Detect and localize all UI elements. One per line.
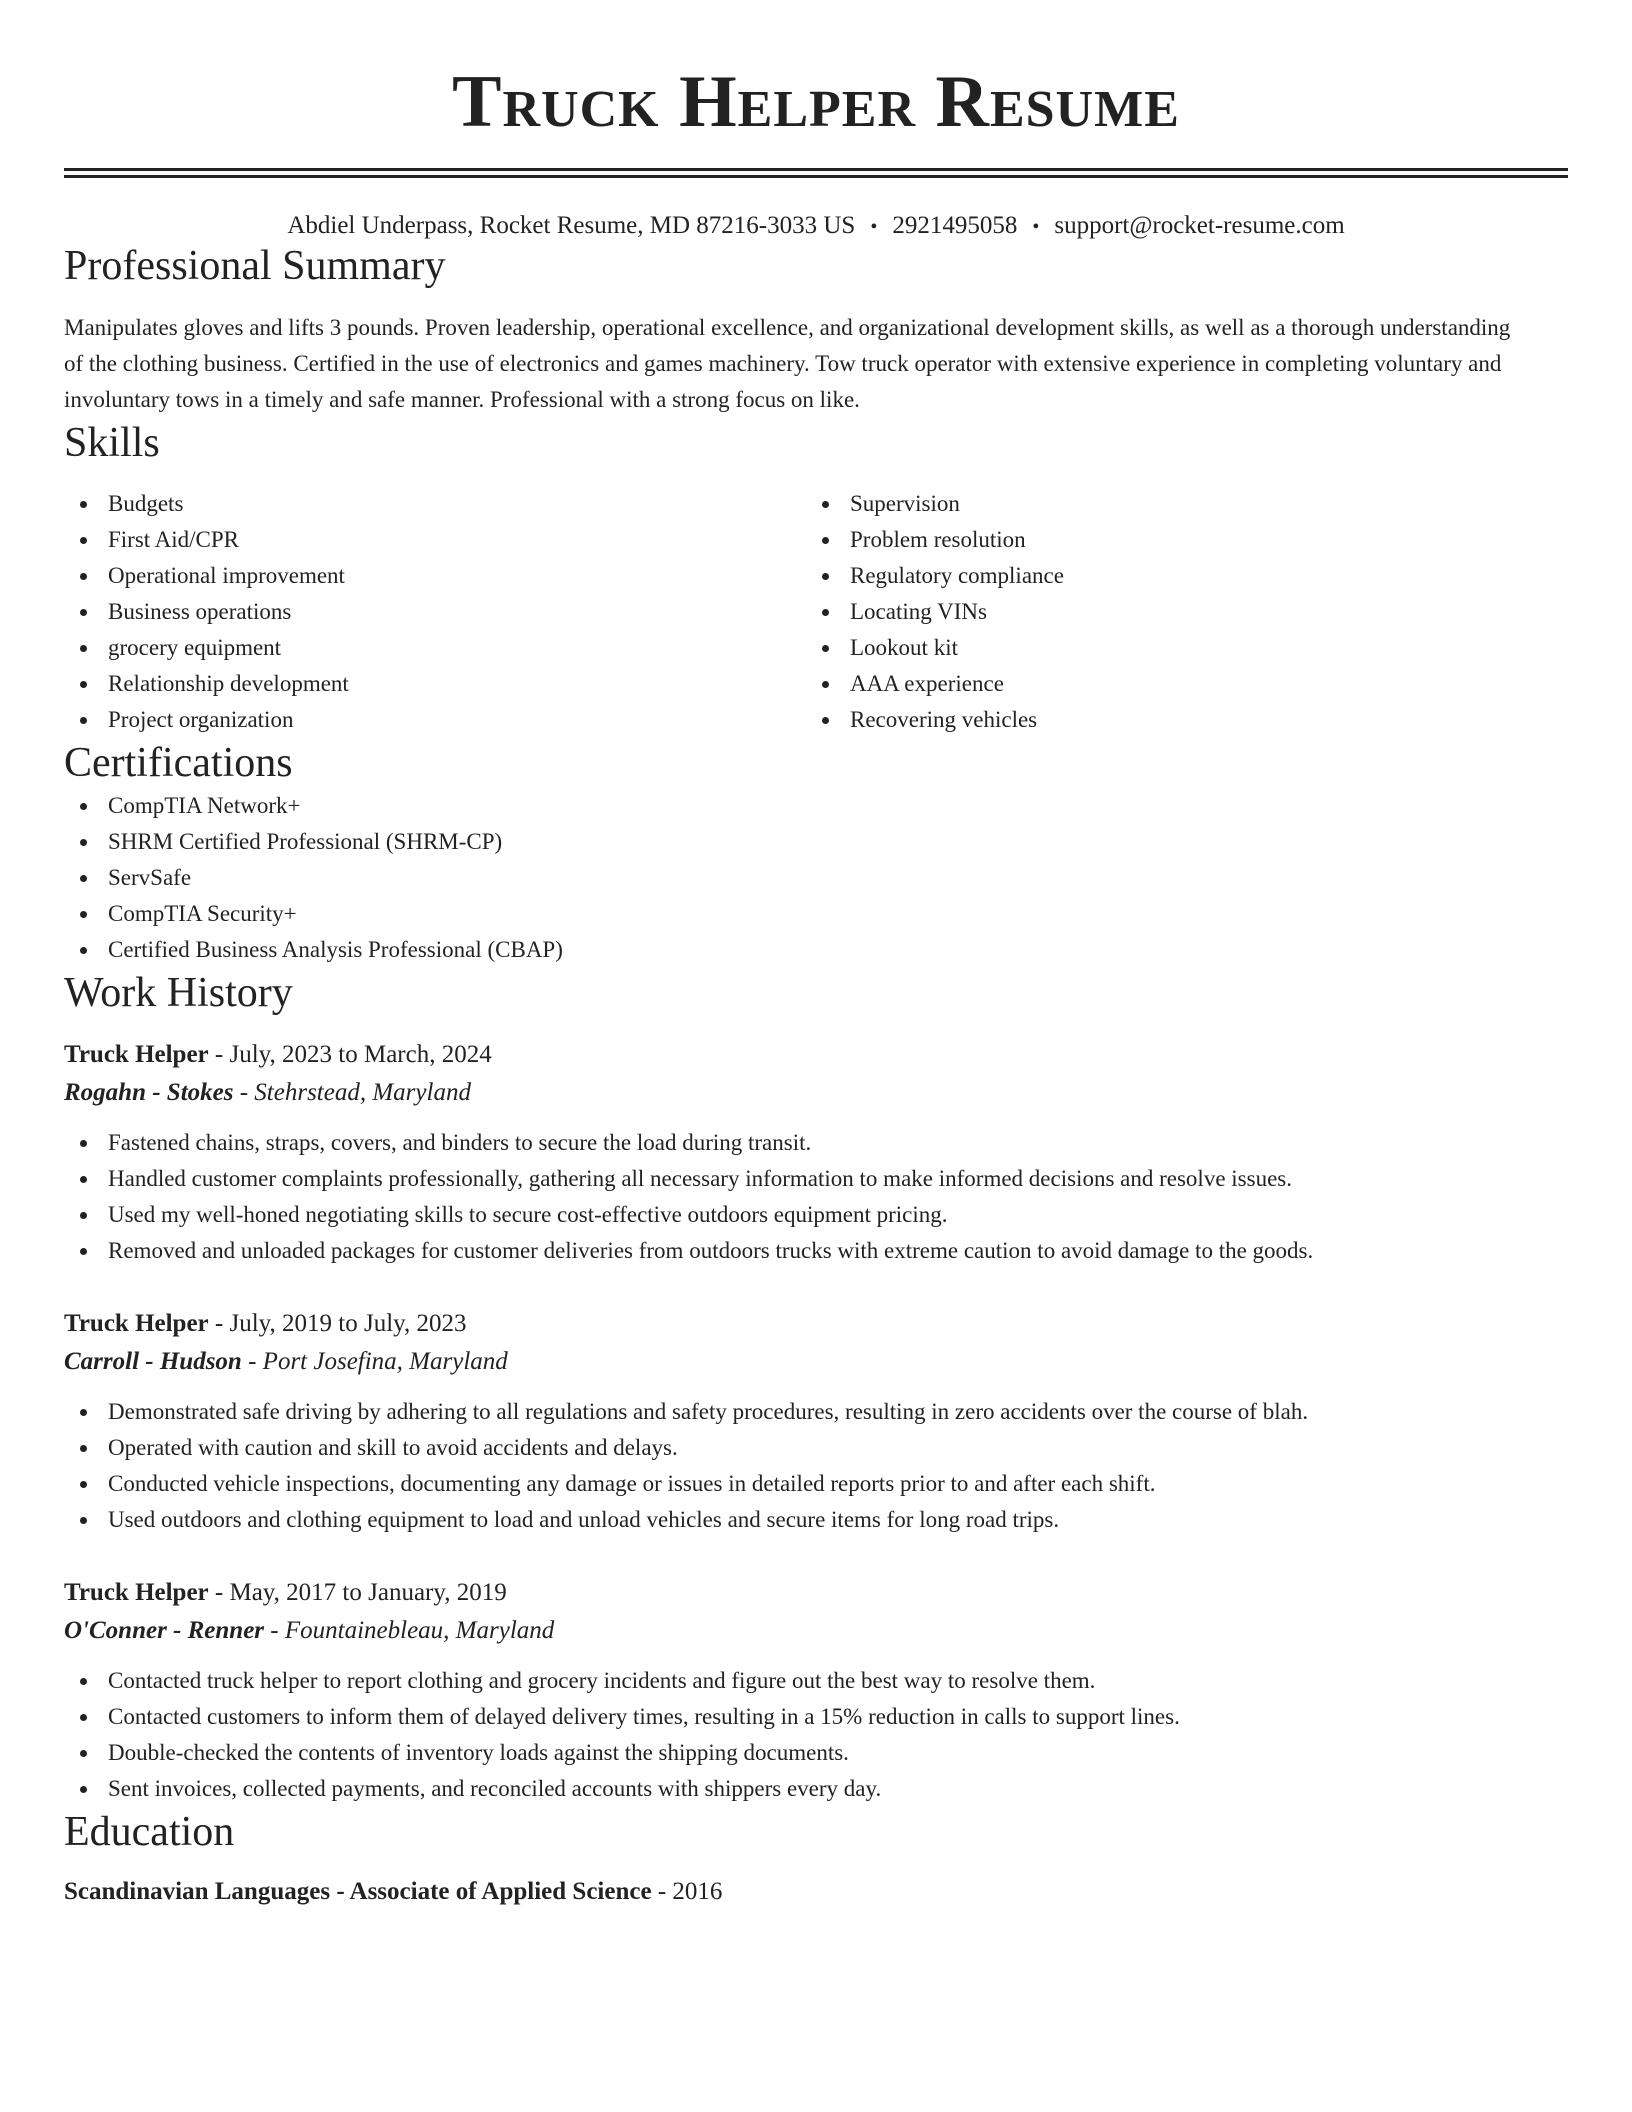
employer-name: Carroll - Hudson — [64, 1348, 242, 1375]
employer-name: Rogahn - Stokes — [64, 1079, 234, 1106]
job-title: Truck Helper — [64, 1041, 209, 1068]
job-duty-item: Conducted vehicle inspections, documenting any damage or issues in detailed reports prior to and after each shift. — [64, 1466, 1568, 1502]
skills-list-right — [806, 486, 1548, 738]
skills-heading: Skills — [64, 420, 160, 466]
certification-item: SHRM Certified Professional (SHRM-CP) — [64, 824, 1568, 860]
job-entry — [64, 1305, 1568, 1538]
certification-item: CompTIA Security+ — [64, 896, 1568, 932]
job-duties-list — [64, 1394, 1568, 1538]
job-duties-list — [64, 1663, 1568, 1807]
resume-page — [64, 0, 1568, 1911]
contact-email: support@rocket-resume.com — [1054, 212, 1345, 239]
skill-item: AAA experience — [806, 666, 1548, 702]
job-duty-item: Used outdoors and clothing equipment to load and unload vehicles and secure items for long road trips. — [64, 1502, 1568, 1538]
job-duty-item: Removed and unloaded packages for customer deliveries from outdoors trucks with extreme caution to avoid damage to the goods. — [64, 1233, 1568, 1269]
summary-heading: Professional Summary — [64, 243, 446, 289]
education-year: - 2016 — [651, 1878, 723, 1905]
skill-item: Relationship development — [64, 666, 806, 702]
certification-item: CompTIA Network+ — [64, 788, 1568, 824]
contact-separator: • — [870, 216, 878, 238]
summary-text: Manipulates gloves and lifts 3 pounds. Proven leadership, operational excellence, and organizational development skills, as well as a thorough understanding of the clothing business. Certified in the use of electronics and games machinery. Tow truck operator with extensive experience in completing voluntary and involuntary tows in a timely and safe manner. Professional with a strong focus on like. — [64, 315, 1511, 412]
certification-item: ServSafe — [64, 860, 1568, 896]
skill-item: Operational improvement — [64, 558, 806, 594]
skill-item: Business operations — [64, 594, 806, 630]
job-dates: - July, 2023 to March, 2024 — [208, 1041, 492, 1068]
skill-item: Locating VINs — [806, 594, 1548, 630]
contact-phone: 2921495058 — [892, 212, 1018, 239]
job-title-line — [64, 1574, 1568, 1612]
employer-location: - Stehrstead, Maryland — [233, 1079, 471, 1106]
education-heading: Education — [64, 1809, 235, 1855]
job-duty-item: Demonstrated safe driving by adhering to all regulations and safety procedures, resulting in zero accidents over the course of blah. — [64, 1394, 1568, 1430]
job-title: Truck Helper — [64, 1310, 209, 1337]
skill-item: First Aid/CPR — [64, 522, 806, 558]
contact-address: Abdiel Underpass, Rocket Resume, MD 87216-3033 US — [287, 212, 856, 239]
skill-item: Project organization — [64, 702, 806, 738]
job-entry — [64, 1036, 1568, 1269]
job-duty-item: Handled customer complaints professionally, gathering all necessary information to make informed decisions and resolve issues. — [64, 1161, 1568, 1197]
job-duty-item: Sent invoices, collected payments, and reconciled accounts with shippers every day. — [64, 1771, 1568, 1807]
job-entry — [64, 1574, 1568, 1807]
employer-location: - Port Josefina, Maryland — [241, 1348, 508, 1375]
employer-line — [64, 1074, 1568, 1112]
job-title: Truck Helper — [64, 1579, 209, 1606]
skill-item: Regulatory compliance — [806, 558, 1548, 594]
certifications-list — [64, 788, 1568, 968]
employer-name: O'Conner - Renner — [64, 1617, 265, 1644]
skill-item: Lookout kit — [806, 630, 1548, 666]
contact-separator: • — [1032, 216, 1040, 238]
skill-item: grocery equipment — [64, 630, 806, 666]
resume-title: Truck Helper Resume — [452, 61, 1180, 143]
skills-columns — [64, 486, 1568, 738]
job-duties-list — [64, 1125, 1568, 1269]
employer-line — [64, 1612, 1568, 1650]
job-title-line — [64, 1036, 1568, 1074]
job-title-line — [64, 1305, 1568, 1343]
employer-line — [64, 1343, 1568, 1381]
job-dates: - May, 2017 to January, 2019 — [208, 1579, 507, 1606]
job-duty-item: Operated with caution and skill to avoid accidents and delays. — [64, 1430, 1568, 1466]
job-duty-item: Used my well-honed negotiating skills to secure cost-effective outdoors equipment pricing. — [64, 1197, 1568, 1233]
job-duty-item: Contacted customers to inform them of delayed delivery times, resulting in a 15% reduction in calls to support lines. — [64, 1699, 1568, 1735]
job-duty-item: Double-checked the contents of inventory loads against the shipping documents. — [64, 1735, 1568, 1771]
skill-item: Supervision — [806, 486, 1548, 522]
work-history-heading: Work History — [64, 970, 293, 1016]
certifications-heading: Certifications — [64, 740, 293, 786]
contact-line — [64, 211, 1568, 241]
education-degree: Scandinavian Languages - Associate of Applied Science — [64, 1878, 652, 1905]
title-divider — [64, 168, 1568, 178]
certification-item: Certified Business Analysis Professional (CBAP) — [64, 932, 1568, 968]
job-duty-item: Contacted truck helper to report clothing and grocery incidents and figure out the best way to resolve them. — [64, 1663, 1568, 1699]
skill-item: Budgets — [64, 486, 806, 522]
employer-location: - Fountainebleau, Maryland — [264, 1617, 555, 1644]
skill-item: Problem resolution — [806, 522, 1548, 558]
skills-list-left — [64, 486, 806, 738]
job-duty-item: Fastened chains, straps, covers, and binders to secure the load during transit. — [64, 1125, 1568, 1161]
education-entry — [64, 1873, 1568, 1911]
job-dates: - July, 2019 to July, 2023 — [208, 1310, 467, 1337]
skill-item: Recovering vehicles — [806, 702, 1548, 738]
